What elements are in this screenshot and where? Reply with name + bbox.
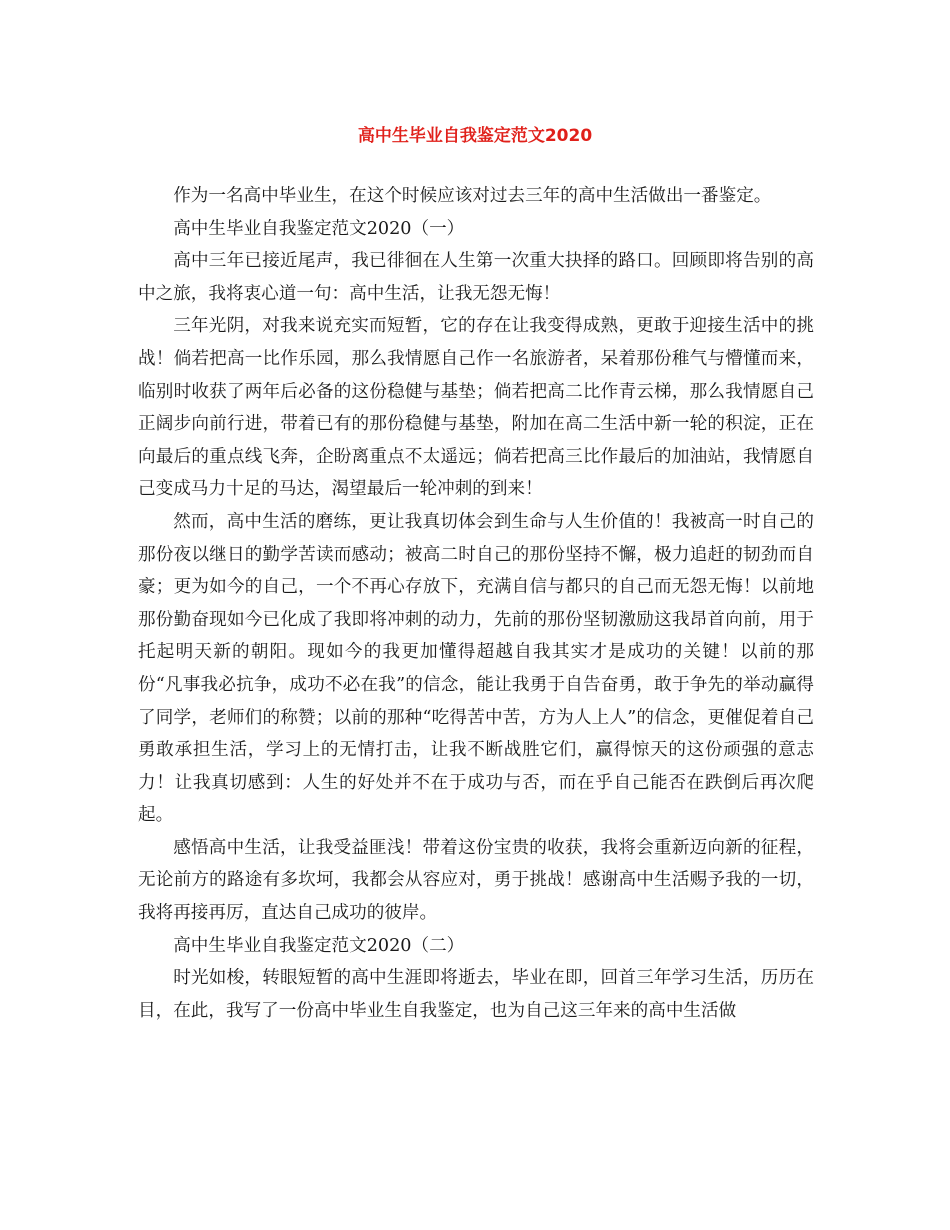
document-body: [138, 180, 814, 1027]
body-paragraph: 然而，高中生活的磨练，更让我真切体会到生命与人生价值的！我被高一时自己的那份夜以继日的勤学苦读而感动；被高二时自己的那份坚持不懈，极力追赶的韧劲而自豪；更为如今的自己，一个不再心存放下，充满自信与都只的自己而无怨无悔！以前地那份勤奋现如今已化成了我即将冲刺的动力，先前的那份坚韧激励这我昂首向前，用于托起明天新的朝阳。现如今的我更加懂得超越自我其实才是成功的关键！以前的那份“凡事我必抗争，成功不必在我”的信念，能让我勇于自告奋勇，敢于争先的举动赢得了同学，老师们的称赞；以前的那种“吃得苦中苦，方为人上人”的信念，更催促着自己勇敢承担生活，学习上的无情打击，让我不断战胜它们，赢得惊天的这份顽强的意志力！让我真切感到：人生的好处并不在于成功与否，而在乎自己能否在跌倒后再次爬起。: [138, 511, 814, 826]
body-paragraph: 时光如梭，转眼短暂的高中生涯即将逝去，毕业在即，回首三年学习生活，历历在目，在此，我写了一份高中毕业生自我鉴定，也为自己这三年来的高中生活做: [138, 968, 814, 1021]
section-heading-2: 高中生毕业自我鉴定范文2020（二）: [173, 935, 465, 956]
body-paragraph: 感悟高中生活，让我受益匪浅！带着这份宝贵的收获，我将会重新迈向新的征程，无论前方的路途有多坎坷，我都会从容应对，勇于挑战！感谢高中生活赐予我的一切，我将再接再厉，直达自己成功的彼岸。: [138, 837, 814, 924]
body-paragraph: 三年光阴，对我来说充实而短暂，它的存在让我变得成熟，更敢于迎接生活中的挑战！倘若把高一比作乐园，那么我情愿自己作一名旅游者，呆着那份稚气与懵懂而来，临别时收获了两年后必备的这份稳健与基垫；倘若把高二比作青云梯，那么我情愿自己正阔步向前行进，带着已有的那份稳健与基垫，附加在高二生活中新一轮的积淀，正在向最后的重点线飞奔，企盼离重点不太遥远；倘若把高三比作最后的加油站，我情愿自己变成马力十足的马达，渴望最后一轮冲刺的到来！: [138, 316, 814, 500]
body-paragraph: 高中三年已接近尾声，我已徘徊在人生第一次重大抉择的路口。回顾即将告别的高中之旅，我将衷心道一句：高中生活，让我无怨无悔！: [138, 251, 814, 304]
section-heading-1: 高中生毕业自我鉴定范文2020（一）: [173, 218, 465, 239]
intro-paragraph: 作为一名高中毕业生，在这个时候应该对过去三年的高中生活做出一番鉴定。: [173, 186, 772, 206]
document-title: 高中生毕业自我鉴定范文2020: [357, 126, 593, 146]
